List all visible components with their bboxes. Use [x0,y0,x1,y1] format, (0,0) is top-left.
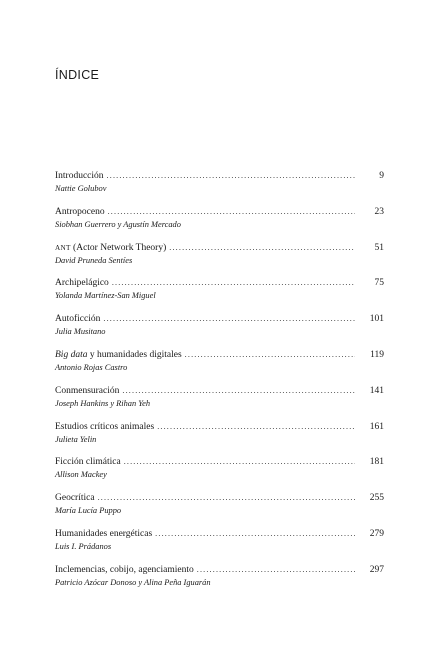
toc-line [55,528,384,540]
dot-leader [169,242,355,253]
toc-title: Inclemencias, cobijo, agenciamiento [55,564,194,575]
toc-author: Julieta Yelin [55,434,97,444]
toc-line [55,456,384,468]
toc-entry[interactable] [55,313,384,349]
toc-author: Patricio Azócar Donoso y Alina Peña Iguarán [55,577,211,587]
toc-title: Introducción [55,171,104,181]
page-title: ÍNDICE [55,68,100,82]
toc-page-number: 101 [369,314,384,325]
toc-page-number: 279 [369,528,384,539]
toc-entry[interactable] [55,456,384,492]
toc-author: Antonio Rojas Castro [55,362,128,372]
dot-leader [108,206,355,217]
toc-entry[interactable] [55,528,384,564]
toc-page-number: 9 [379,171,384,181]
toc-title-rest: (Actor Network Theory) [70,242,167,253]
toc-entry[interactable] [55,206,384,242]
toc-page-number: 297 [369,564,384,575]
toc-line [55,564,384,576]
toc-author: Joseph Hankins y Rihan Yeh [55,398,151,408]
dot-leader [98,492,355,503]
dot-leader [157,421,355,432]
dot-leader [155,528,355,539]
toc-title-smallcaps: ANT [55,243,71,252]
toc-author: Yolanda Martínez-San Miguel [55,291,156,301]
toc-author: Julia Musitano [55,327,106,337]
toc-author: Siobhan Guerrero y Agustín Mercado [55,219,181,229]
toc-page-number: 75 [374,278,384,289]
toc-title: Antropoceno [55,206,105,217]
toc-title [55,243,166,254]
dot-leader [112,277,355,288]
toc-page-number: 141 [369,385,384,396]
toc-title: Geocrítica [55,493,95,504]
toc-line [55,242,384,254]
dot-leader [122,385,355,396]
toc-title: Humanidades energéticas [55,528,153,539]
toc-title-italic: Big data [55,349,88,360]
dot-leader [197,564,355,575]
toc-page-number: 119 [370,349,384,360]
toc-line [55,170,384,182]
toc-title: Ficción climática [55,457,121,468]
toc-author: Luis I. Prádanos [55,541,112,551]
toc-page-number: 181 [369,457,384,468]
dot-leader [124,456,355,467]
toc-entry[interactable] [55,421,384,457]
toc-page-number: 23 [374,206,384,217]
toc-entry[interactable] [55,492,384,528]
toc-line [55,206,384,218]
toc-line [55,385,384,397]
dot-leader [185,349,355,360]
toc-author: Allison Mackey [55,470,107,480]
toc-title [55,350,182,361]
dot-leader [103,313,355,324]
toc-entry[interactable] [55,385,384,421]
toc-line [55,492,384,504]
toc-entry[interactable] [55,349,384,385]
toc-title: Archipelágico [55,278,109,289]
toc-page-number: 51 [374,242,384,253]
toc-title: Conmensuración [55,385,120,396]
toc-author: David Pruneda Sentíes [55,255,133,265]
toc-author: Nattie Golubov [55,184,107,193]
toc-page-number: 161 [369,421,384,432]
toc-title-rest: y humanidades digitales [87,349,182,360]
toc-line [55,313,384,325]
toc-page-number: 255 [369,493,384,504]
dot-leader [107,170,355,181]
toc-line [55,277,384,289]
toc-entry[interactable] [55,170,384,206]
toc-entry[interactable] [55,242,384,278]
table-of-contents [55,170,384,600]
toc-entry[interactable] [55,564,384,600]
toc-line [55,421,384,433]
toc-title: Autoficción [55,314,101,325]
toc-entry[interactable] [55,277,384,313]
toc-line [55,349,384,361]
toc-title: Estudios críticos animales [55,421,155,432]
toc-author: María Lucía Puppo [55,506,122,516]
